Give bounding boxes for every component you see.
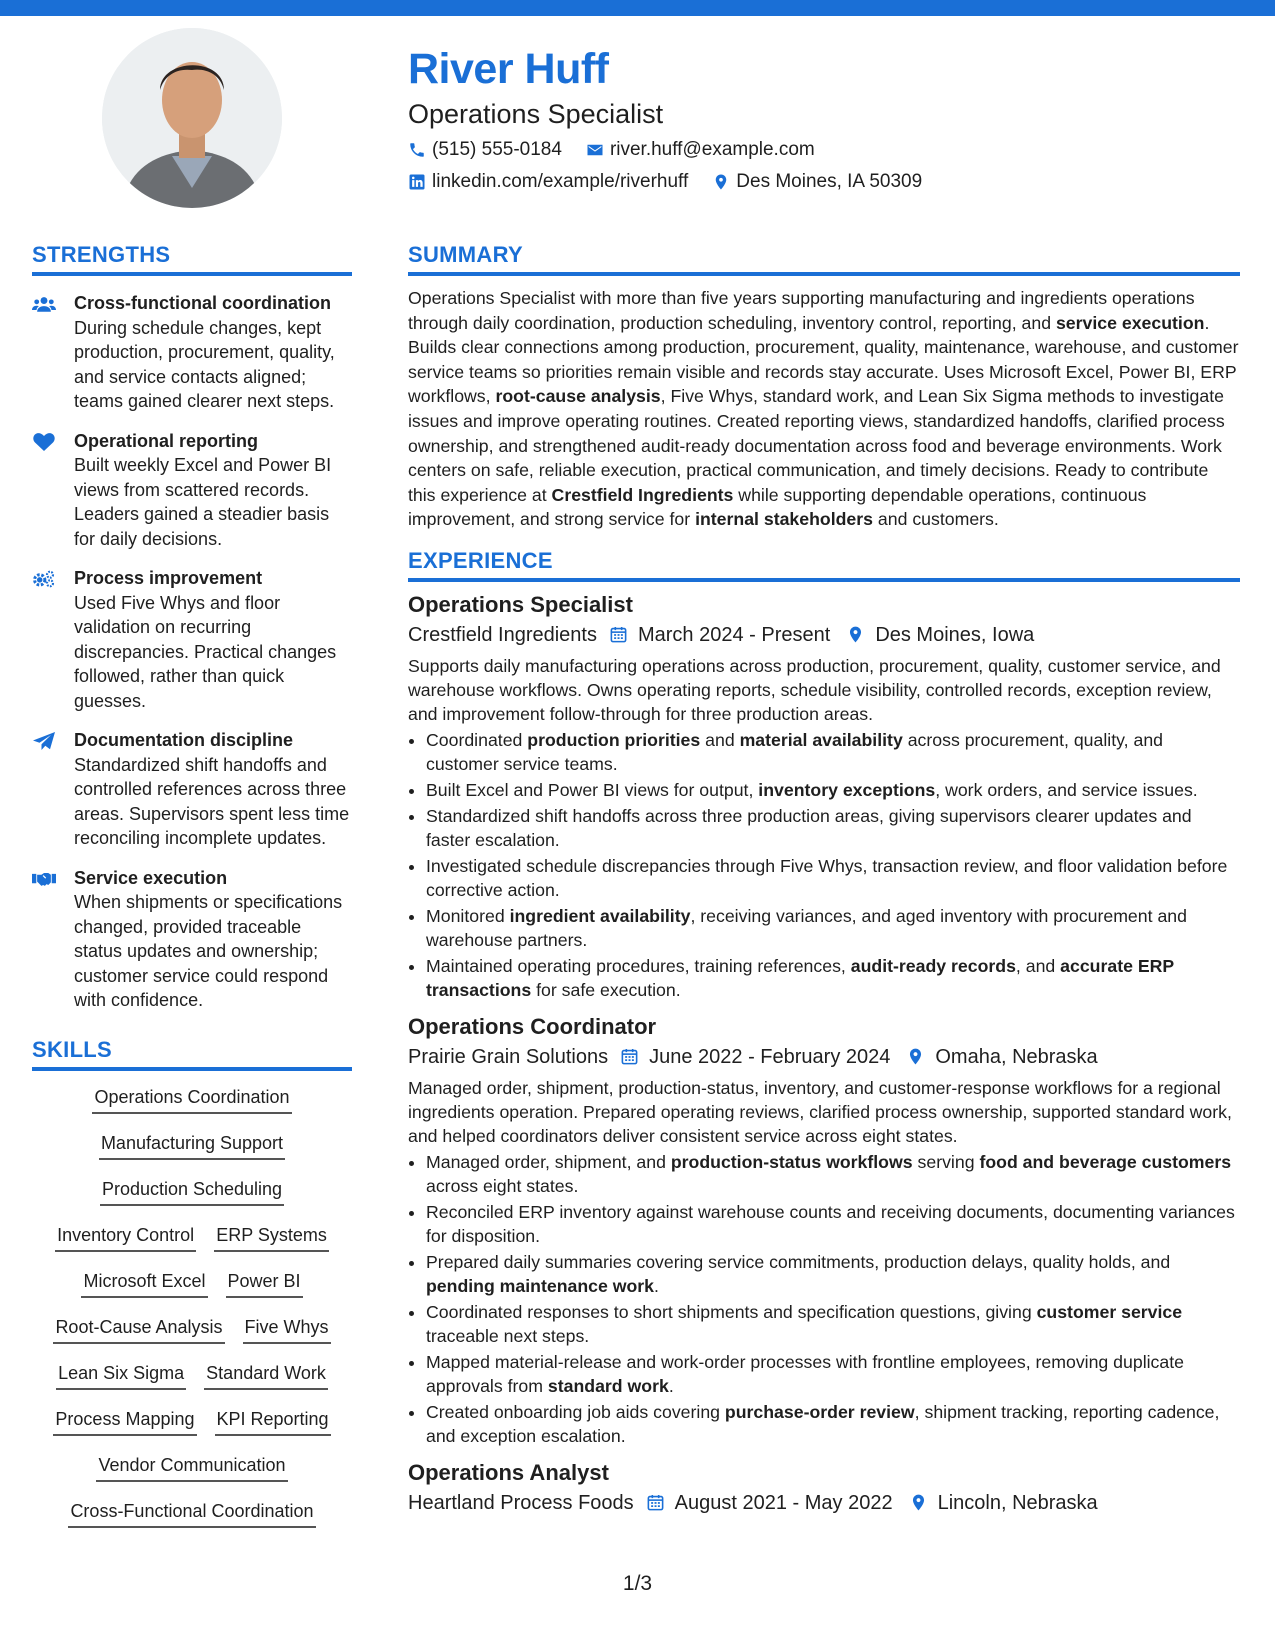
strength-description: Standardized shift handoffs and controlled references across three areas. Supervisors spent less time reconciling incomplete updates. <box>74 754 350 848</box>
calendar-icon <box>646 1493 665 1512</box>
job-entry <box>408 1458 1240 1518</box>
text-run: traceable next steps. <box>426 1325 590 1346</box>
strength-body <box>74 291 352 414</box>
text-run: serving <box>912 1151 980 1172</box>
job-bullet <box>426 1350 1240 1398</box>
strength-body <box>74 566 352 713</box>
map-pin-icon <box>712 173 730 191</box>
text-run: Coordinated responses to short shipments and specification questions, giving <box>426 1301 1037 1322</box>
bold-text: standard work <box>547 1375 669 1396</box>
skill-row <box>92 1085 291 1114</box>
job-title: Operations Analyst <box>408 1459 609 1485</box>
job-bullet <box>426 728 1240 776</box>
text-run: , shipment tracking, reporting cadence, and exception escalation. <box>426 1401 1220 1446</box>
skill-tag: Root-Cause Analysis <box>53 1315 224 1344</box>
contact-email[interactable] <box>586 134 815 166</box>
skill-row <box>99 1131 285 1160</box>
strength-body <box>74 866 352 1013</box>
strength-description: When shipments or specifications changed, provided traceable status updates and ownership; customer service could respond with confidence. <box>74 892 343 1010</box>
left-column <box>32 240 352 1545</box>
profile-photo <box>102 28 282 208</box>
text-run: Investigated schedule discrepancies through Five Whys, transaction review, and floor validation before corrective action. <box>426 855 1228 900</box>
job-bullets <box>408 1150 1240 1448</box>
text-run: , Five Whys, standard work, and Lean Six Sigma methods to investigate issues and improve operating routines. Created reporting views, standardized handoffs, clarified process ownership, and strengthened audit-ready documentation across food and beverage environments. Work centers on safe, reliable execution, practical communication, and timely decisions. Ready to contribute this experience at <box>408 386 1225 505</box>
skill-tag: ERP Systems <box>214 1223 329 1252</box>
text-run: . <box>668 1375 674 1396</box>
experience-heading: EXPERIENCE <box>408 546 1240 582</box>
job-entry <box>408 1012 1240 1448</box>
job-dates: March 2024 - Present <box>637 623 831 646</box>
job-meta <box>408 620 1240 650</box>
skill-tag: Five Whys <box>243 1315 331 1344</box>
strength-title: Documentation discipline <box>74 730 294 750</box>
strength-title: Service execution <box>74 867 228 888</box>
strength-item <box>32 866 352 1013</box>
text-run: Operations Specialist with more than five years supporting manufacturing and ingredients operations through daily coordination, production scheduling, inventory control, reporting, and <box>408 288 1195 333</box>
text-run: and customers. <box>872 509 999 530</box>
job-bullet <box>426 1200 1240 1248</box>
strength-description: Used Five Whys and floor validation on recurring discrepancies. Practical changes followed, rather than quick guesses. <box>74 592 337 711</box>
text-run: , and <box>1015 955 1061 976</box>
skill-row <box>96 1453 287 1482</box>
skills-list <box>32 1085 352 1545</box>
strength-description: During schedule changes, kept production, procurement, quality, and service contacts aligned; teams gained clearer next steps. <box>74 317 335 411</box>
text-run: . Builds clear connections among production, procurement, quality, maintenance, warehouse, and customer service teams so priorities remain visible and records stay accurate. Uses Microsoft Excel, Power BI, ERP workflows, <box>408 312 1239 407</box>
strength-body <box>74 728 352 851</box>
skill-tag: KPI Reporting <box>215 1407 331 1436</box>
text-run: Coordinated <box>426 729 528 750</box>
job-bullets <box>408 728 1240 1002</box>
skill-tag: Process Mapping <box>53 1407 196 1436</box>
summary-heading: SUMMARY <box>408 240 1240 276</box>
skill-row <box>100 1177 284 1206</box>
strengths-list <box>32 291 352 1013</box>
bold-text: internal stakeholders <box>695 509 873 530</box>
text-run: Built Excel and Power BI views for output, <box>426 779 759 800</box>
skill-tag: Vendor Communication <box>96 1453 287 1482</box>
handshake-icon <box>32 869 56 889</box>
bold-text: purchase-order review <box>724 1401 915 1422</box>
bold-text: service execution <box>1055 312 1205 333</box>
text-run: Monitored <box>426 905 510 926</box>
job-meta <box>408 1488 1240 1518</box>
job-title: Operations Specialist <box>408 591 633 617</box>
skill-tag: Cross-Functional Coordination <box>68 1499 315 1528</box>
strength-title: Cross-functional coordination <box>74 293 332 313</box>
bold-text: customer service <box>1036 1301 1183 1322</box>
linkedin-icon <box>408 173 426 191</box>
users-icon <box>32 294 56 314</box>
skill-row <box>55 1223 329 1252</box>
contact-location <box>712 166 922 198</box>
strength-item <box>32 728 352 851</box>
bold-text: production-status workflows <box>670 1151 913 1172</box>
experience-list <box>408 590 1240 1518</box>
job-bullet <box>426 1150 1240 1198</box>
calendar-icon <box>609 625 628 644</box>
text-run: across eight states. <box>426 1175 579 1196</box>
contact-row-1 <box>408 134 1238 166</box>
job-description: Managed order, shipment, production-status, inventory, and customer-response workflows for a regional ingredients operation. Prepared operating reviews, clarified process ownership, supported standard work, and helped coordinators deliver consistent service across eight states. <box>408 1077 1232 1146</box>
map-pin-icon <box>846 625 865 644</box>
strength-title: Operational reporting <box>74 430 259 451</box>
skill-row <box>53 1315 330 1344</box>
job-location: Lincoln, Nebraska <box>937 1491 1098 1514</box>
bold-text: Crestfield Ingredients <box>551 484 734 505</box>
bold-text: accurate ERP transactions <box>426 955 1174 1000</box>
job-bullet <box>426 778 1240 802</box>
skill-tag: Standard Work <box>204 1361 328 1390</box>
contact-row-2 <box>408 166 1238 198</box>
job-bullet <box>426 1400 1240 1448</box>
skill-row <box>81 1269 302 1298</box>
text-run: across procurement, quality, and customer service teams. <box>426 729 1163 774</box>
skill-tag: Production Scheduling <box>100 1177 284 1206</box>
skill-row <box>53 1407 330 1436</box>
job-meta <box>408 1042 1240 1072</box>
text-run: Managed order, shipment, and <box>426 1151 671 1172</box>
skill-tag: Power BI <box>226 1269 303 1298</box>
job-bullet <box>426 854 1240 902</box>
strength-title: Process improvement <box>74 568 263 588</box>
bold-text: production priorities <box>527 729 701 750</box>
strength-description: Built weekly Excel and Power BI views from scattered records. Leaders gained a steadier basis for daily decisions. <box>74 455 332 549</box>
bold-text: audit-ready records <box>850 955 1016 976</box>
candidate-name: River Huff <box>408 45 609 93</box>
text-run: . <box>654 1275 659 1296</box>
company-name: Heartland Process Foods <box>408 1491 634 1514</box>
email-text: river.huff@example.com <box>609 139 815 160</box>
job-dates: August 2021 - May 2022 <box>674 1491 893 1514</box>
skill-row <box>56 1361 328 1390</box>
bold-text: pending maintenance work <box>426 1275 655 1296</box>
map-pin-icon <box>906 1047 925 1066</box>
skill-tag: Lean Six Sigma <box>56 1361 186 1390</box>
job-location: Omaha, Nebraska <box>935 1045 1098 1068</box>
candidate-title: Operations Specialist <box>408 99 664 129</box>
right-column <box>408 240 1240 1518</box>
text-run: Standardized shift handoffs across three production areas, giving supervisors clearer updates and faster escalation. <box>426 805 1192 850</box>
skill-tag: Inventory Control <box>55 1223 196 1252</box>
header <box>408 42 1238 198</box>
phone-icon <box>408 141 426 159</box>
job-entry <box>408 590 1240 1002</box>
job-location: Des Moines, Iowa <box>875 623 1035 646</box>
job-description: Supports daily manufacturing operations across production, procurement, quality, customer service, and warehouse workflows. Owns operating reports, schedule visibility, controlled records, exception review, and improvement follow-through for three production areas. <box>408 655 1221 724</box>
company-name: Prairie Grain Solutions <box>408 1045 609 1068</box>
text-run: for safe execution. <box>531 979 681 1000</box>
linkedin-text: linkedin.com/example/riverhuff <box>432 171 689 192</box>
strength-body <box>74 429 352 552</box>
strengths-heading: STRENGTHS <box>32 240 352 276</box>
bold-text: root-cause analysis <box>495 386 661 407</box>
top-accent-bar <box>0 0 1275 16</box>
skill-row <box>68 1499 315 1528</box>
skill-tag: Operations Coordination <box>92 1085 291 1114</box>
bold-text: food and beverage customers <box>979 1151 1232 1172</box>
text-run: Reconciled ERP inventory against warehouse counts and receiving documents, documenting variances for disposition. <box>426 1201 1235 1246</box>
text-run: Mapped material-release and work-order processes with frontline employees, removing duplicate approvals from <box>426 1351 1184 1396</box>
profile-photo-image <box>102 28 282 208</box>
contact-linkedin[interactable] <box>408 166 688 198</box>
text-run: , work orders, and service issues. <box>935 779 1198 800</box>
bold-text: material availability <box>739 729 903 750</box>
job-bullet <box>426 1300 1240 1348</box>
page-number: 1/3 <box>622 1572 653 1595</box>
job-bullet <box>426 1250 1240 1298</box>
text-run: , receiving variances, and aged inventory with procurement and warehouse partners. <box>426 905 1187 950</box>
map-pin-icon <box>909 1493 928 1512</box>
bold-text: ingredient availability <box>509 905 691 926</box>
calendar-icon <box>620 1047 639 1066</box>
contact-phone[interactable] <box>408 134 562 166</box>
skill-tag: Microsoft Excel <box>81 1269 207 1298</box>
text-run: while supporting dependable operations, continuous improvement, and strong service for <box>408 484 1147 530</box>
phone-text: (515) 555-0184 <box>432 139 562 160</box>
strength-item <box>32 291 352 414</box>
text-run: Prepared daily summaries covering service commitments, production delays, quality holds, and <box>426 1251 1171 1272</box>
skills-heading: SKILLS <box>32 1035 352 1071</box>
job-title: Operations Coordinator <box>408 1013 657 1039</box>
envelope-icon <box>586 141 604 159</box>
job-bullet <box>426 954 1240 1002</box>
text-run: and <box>700 729 740 750</box>
gears-icon <box>32 569 56 589</box>
text-run: Maintained operating procedures, training references, <box>426 955 851 976</box>
heart-icon <box>32 432 56 452</box>
location-text: Des Moines, IA 50309 <box>736 171 923 192</box>
strength-item <box>32 429 352 552</box>
skill-tag: Manufacturing Support <box>99 1131 285 1160</box>
summary-text <box>408 286 1240 532</box>
strength-item <box>32 566 352 713</box>
job-bullet <box>426 904 1240 952</box>
job-bullet <box>426 804 1240 852</box>
job-dates: June 2022 - February 2024 <box>649 1045 891 1068</box>
bold-text: inventory exceptions <box>758 779 936 800</box>
paper-plane-icon <box>32 731 56 751</box>
company-name: Crestfield Ingredients <box>408 623 597 646</box>
text-run: Created onboarding job aids covering <box>426 1401 725 1422</box>
